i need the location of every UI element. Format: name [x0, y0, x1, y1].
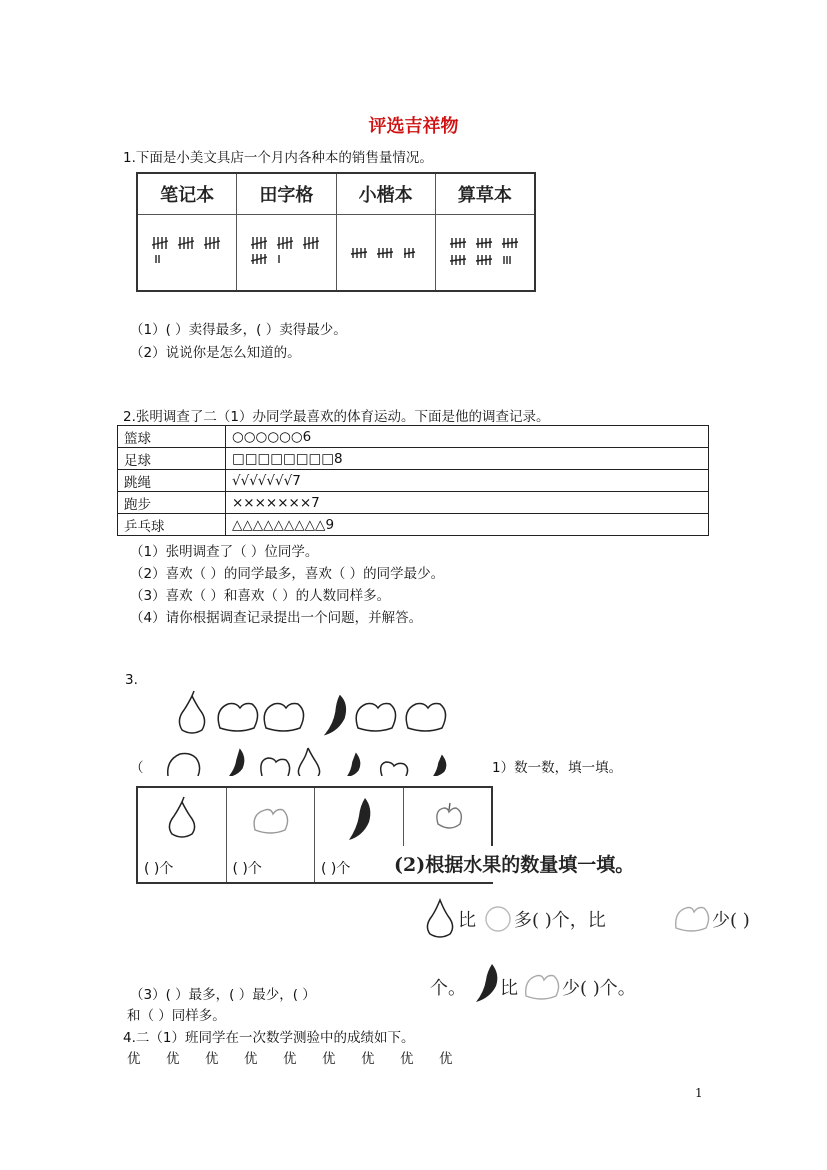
page-title: 评选吉祥物	[368, 116, 459, 137]
peach-icon	[251, 802, 291, 836]
peach-icon	[406, 704, 445, 732]
grade-item: 优	[361, 1051, 375, 1067]
apple-icon	[261, 758, 290, 776]
q1-line1: （1）( ）卖得最多，( ）卖得最少。	[130, 322, 347, 338]
banana-icon	[434, 756, 446, 776]
grade-item: 优	[283, 1051, 297, 1067]
q3-part2-line1-a: 比	[458, 910, 476, 931]
tally-col-notebook	[138, 174, 236, 290]
banana-icon	[343, 796, 373, 842]
apple-icon	[432, 800, 466, 834]
table-row	[118, 448, 709, 470]
q1-line2: （2）说说你是怎么知道的。	[130, 345, 301, 361]
apple-icon	[482, 902, 514, 934]
count-cell-pear	[138, 788, 226, 882]
tally-marks	[337, 215, 435, 290]
tally-marks	[436, 215, 534, 290]
peach-icon	[264, 704, 303, 732]
grade-item: 优	[166, 1051, 180, 1067]
q3-part2-line2-a: 个。	[430, 978, 466, 999]
q3-part1: 1）数一数，填一填。	[492, 760, 623, 776]
peach-icon	[168, 754, 200, 777]
tally-marks-notebook	[138, 215, 236, 293]
q3-part3-line1: （3）( ）最多，( ）最少，( ）	[130, 987, 316, 1003]
banana-icon	[348, 754, 360, 776]
count-label: ( )个	[321, 861, 351, 877]
tally-col-draft-book	[435, 174, 534, 290]
count-label: ( )个	[232, 861, 262, 877]
record-cell: △△△△△△△△△9	[226, 514, 709, 536]
q3-part2-line1-c: 少( )	[712, 910, 750, 931]
sport-cell: 跑步	[118, 492, 226, 514]
q1-tally-table	[136, 172, 536, 292]
grade-item: 优	[205, 1051, 219, 1067]
tally-marks-small-book	[337, 215, 435, 293]
banana-icon	[230, 750, 244, 776]
q2-line3: （3）喜欢（ ）和喜欢（ ）的人数同样多。	[130, 588, 391, 604]
q2-line2: （2）喜欢（ ）的同学最多，喜欢（ ）的同学最少。	[130, 566, 445, 582]
q3-part2-title: (2)根据水果的数量填一填。	[394, 854, 635, 876]
fruit-row-top	[170, 690, 460, 738]
apple-icon	[381, 762, 408, 776]
tally-marks-grid	[237, 215, 335, 293]
sport-cell: 篮球	[118, 426, 226, 448]
tally-header: 算草本	[436, 174, 534, 215]
tally-header: 田字格	[237, 174, 335, 215]
grade-item: 优	[127, 1051, 141, 1067]
tally-marks-draft-book	[436, 215, 534, 293]
table-row	[118, 492, 709, 514]
record-cell: √√√√√√√7	[226, 470, 709, 492]
q3-part2-line2-c: 少( )个。	[562, 978, 636, 999]
sport-cell: 足球	[118, 448, 226, 470]
q4-intro: 4.二（1）班同学在一次数学测验中的成绩如下。	[123, 1030, 415, 1046]
q2-survey-table	[117, 425, 709, 536]
peach-icon	[356, 704, 395, 732]
record-cell: ×××××××7	[226, 492, 709, 514]
table-row	[118, 470, 709, 492]
q3-left-paren: （	[130, 760, 144, 776]
grade-item: 优	[400, 1051, 414, 1067]
peach-icon	[672, 902, 712, 932]
banana-icon	[326, 696, 345, 734]
pear-icon	[298, 748, 319, 776]
pear-icon	[424, 896, 458, 940]
tally-marks	[138, 215, 236, 290]
sport-cell: 跳绳	[118, 470, 226, 492]
grade-item: 优	[439, 1051, 453, 1067]
peach-icon	[218, 704, 257, 732]
q1-intro: 1.下面是小美文具店一个月内各种本的销售量情况。	[123, 150, 433, 166]
count-cell-peach	[226, 788, 315, 882]
grade-item: 优	[322, 1051, 336, 1067]
q3-part3-line2: 和（ ）同样多。	[127, 1008, 226, 1024]
q4-grades	[127, 1047, 478, 1067]
page-number: 1	[695, 1086, 703, 1100]
tally-col-small-book	[336, 174, 435, 290]
tally-marks	[237, 215, 335, 290]
q3-part2-line1-b: 多( )个，比	[514, 910, 606, 931]
count-label: ( )个	[144, 861, 174, 877]
grade-item: 优	[244, 1051, 258, 1067]
record-cell: ○○○○○○6	[226, 426, 709, 448]
tally-header: 笔记本	[138, 174, 236, 215]
banana-icon	[470, 962, 500, 1004]
q3-part2-line2-b: 比	[500, 978, 518, 999]
sport-cell: 乒乓球	[118, 514, 226, 536]
q2-intro: 2.张明调查了二（1）办同学最喜欢的体育运动。下面是他的调查记录。	[123, 409, 550, 425]
record-cell: □□□□□□□□8	[226, 448, 709, 470]
fruit-row-partial	[160, 744, 460, 776]
tally-header: 小楷本	[337, 174, 435, 215]
table-row	[118, 426, 709, 448]
q2-line4: （4）请你根据调查记录提出一个问题，并解答。	[130, 610, 423, 626]
q3-number: 3.	[125, 672, 138, 688]
q2-line1: （1）张明调查了（ ）位同学。	[130, 544, 319, 560]
pear-icon	[179, 696, 204, 733]
pear-icon	[164, 796, 200, 840]
peach-icon	[522, 970, 562, 1000]
tally-col-grid	[236, 174, 335, 290]
table-row	[118, 514, 709, 536]
